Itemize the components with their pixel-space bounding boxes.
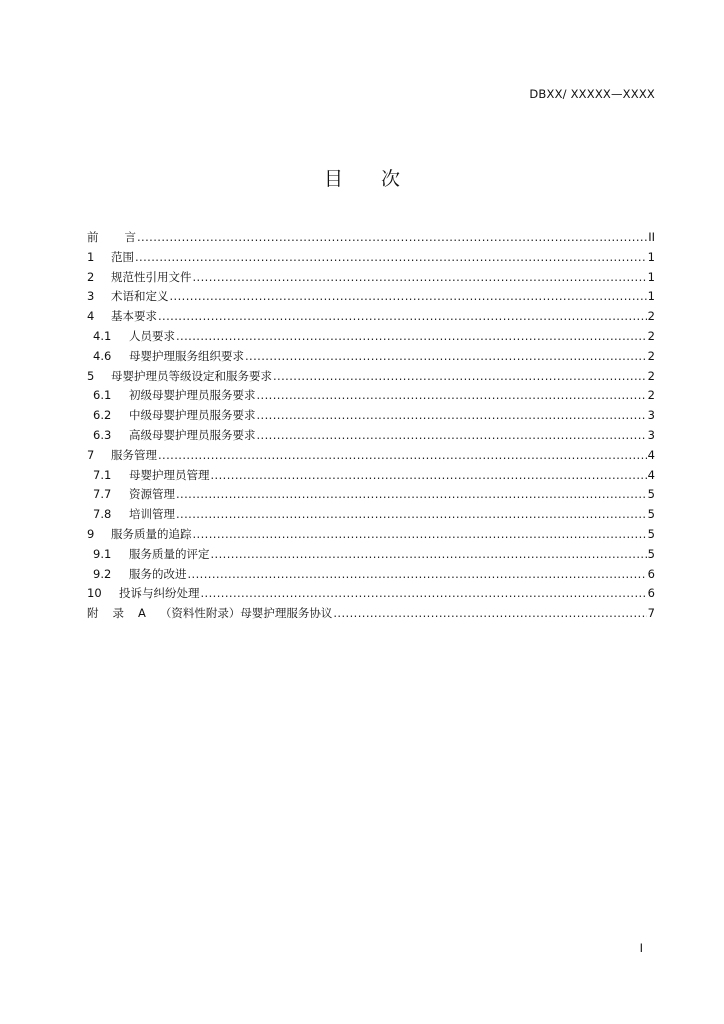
- toc-entry-label: 母婴护理员管理: [129, 467, 210, 482]
- toc-entry-page: II: [648, 230, 655, 244]
- toc-entry-number: 5: [87, 368, 95, 383]
- toc-entry[interactable]: [87, 446, 655, 466]
- toc-entry[interactable]: [87, 545, 655, 565]
- toc-entry-number: 1: [87, 249, 95, 264]
- toc-leader-dots: [257, 386, 647, 406]
- toc-entry-number: 7.8: [93, 507, 112, 522]
- toc-entry-appendix[interactable]: [87, 604, 655, 624]
- toc-entry[interactable]: [87, 426, 655, 446]
- toc-entry[interactable]: [87, 466, 655, 486]
- toc-entry-page: 4: [647, 467, 655, 482]
- toc-entry-page: 2: [647, 328, 655, 343]
- toc-entry-label: 母婴护理服务组织要求: [129, 348, 244, 363]
- toc-entry[interactable]: [87, 307, 655, 327]
- page-number: I: [639, 941, 643, 955]
- toc-leader-dots: [170, 287, 647, 307]
- toc-entry[interactable]: [87, 268, 655, 288]
- toc-leader-dots: [193, 525, 647, 545]
- toc-leader-dots: [273, 367, 647, 387]
- toc-entry-label: 规范性引用文件: [111, 269, 192, 284]
- toc-entry-label: 前 言: [87, 230, 136, 244]
- toc-entry-number: 4.6: [93, 348, 112, 363]
- toc-entry-label: 服务管理: [111, 447, 157, 462]
- toc-entry-label: 初级母婴护理员服务要求: [129, 388, 256, 403]
- toc-entry-label: 基本要求: [111, 309, 157, 324]
- toc-entry[interactable]: [87, 386, 655, 406]
- toc-entry-page: 1: [647, 289, 655, 304]
- toc-leader-dots: [211, 545, 647, 565]
- toc-entry-number: 9: [87, 526, 95, 541]
- toc-entry[interactable]: [87, 287, 655, 307]
- toc-entry-page: 7: [647, 606, 655, 621]
- toc-leader-dots: [176, 505, 647, 525]
- toc-entry-label: 资源管理: [129, 487, 175, 502]
- toc-entry-page: 2: [647, 388, 655, 403]
- toc-entry-label: 附 录 A （资料性附录）母婴护理服务协议: [87, 606, 333, 621]
- toc-entry-page: 3: [647, 408, 655, 423]
- toc-entry-label: 范围: [111, 249, 134, 264]
- toc-entry-number: 3: [87, 289, 95, 304]
- toc-entry-number: 4.1: [93, 328, 112, 343]
- toc-entry[interactable]: [87, 485, 655, 505]
- toc-entry-page: 5: [647, 507, 655, 522]
- toc-entry-label: 服务质量的评定: [129, 546, 210, 561]
- toc-entry-preface[interactable]: [87, 228, 655, 248]
- toc-leader-dots: [257, 426, 647, 446]
- toc-title: [0, 164, 724, 191]
- toc-leader-dots: [201, 584, 647, 604]
- toc-entry-label: 服务的改进: [129, 566, 187, 581]
- toc-entry[interactable]: [87, 406, 655, 426]
- toc-entry-number: 7.7: [93, 487, 112, 502]
- document-code: DBXX/ XXXXX—XXXX: [529, 87, 655, 101]
- toc-entry-label: 术语和定义: [111, 289, 169, 304]
- toc-leader-dots: [188, 565, 647, 585]
- toc-leader-dots: [257, 406, 647, 426]
- toc-entry-number: 6.2: [93, 408, 112, 423]
- toc-entry-page: 1: [647, 269, 655, 284]
- toc-entry[interactable]: [87, 525, 655, 545]
- toc-entry-number: 9.2: [93, 566, 112, 581]
- toc-entry-number: 6.3: [93, 427, 112, 442]
- toc-entry-label: 中级母婴护理员服务要求: [129, 408, 256, 423]
- toc-leader-dots: [137, 228, 647, 248]
- toc-leader-dots: [135, 248, 647, 268]
- toc-entry-page: 2: [647, 368, 655, 383]
- toc-entry[interactable]: [87, 248, 655, 268]
- toc-title-char-1: 目: [323, 168, 343, 190]
- toc-entry-page: 5: [647, 487, 655, 502]
- toc-entry-page: 6: [647, 586, 655, 601]
- toc-title-char-2: 次: [381, 168, 401, 190]
- toc-entry-number: 7: [87, 447, 95, 462]
- toc-entry[interactable]: [87, 565, 655, 585]
- toc-leader-dots: [333, 604, 646, 624]
- toc-leader-dots: [176, 327, 647, 347]
- toc-entry-number: 10: [87, 586, 102, 601]
- toc-entry-page: 3: [647, 427, 655, 442]
- table-of-contents: [87, 228, 655, 624]
- toc-leader-dots: [176, 485, 647, 505]
- toc-entry-page: 5: [647, 546, 655, 561]
- toc-entry-label: 服务质量的追踪: [111, 526, 192, 541]
- toc-entry-label: 母婴护理员等级设定和服务要求: [111, 368, 272, 383]
- toc-entry-label: 投诉与纠纷处理: [119, 586, 200, 601]
- toc-entry-page: 1: [647, 249, 655, 264]
- toc-entry-number: 2: [87, 269, 95, 284]
- toc-entry[interactable]: [87, 367, 655, 387]
- toc-entry-label: 人员要求: [129, 328, 175, 343]
- toc-entry-page: 5: [647, 526, 655, 541]
- toc-leader-dots: [211, 466, 647, 486]
- toc-entry[interactable]: [87, 505, 655, 525]
- toc-entry-number: 9.1: [93, 546, 112, 561]
- toc-leader-dots: [158, 307, 647, 327]
- toc-entry-number: 4: [87, 309, 95, 324]
- toc-entry[interactable]: [87, 584, 655, 604]
- toc-entry-number: 7.1: [93, 467, 112, 482]
- toc-entry-label: 培训管理: [129, 507, 175, 522]
- toc-entry-label: 高级母婴护理员服务要求: [129, 427, 256, 442]
- toc-entry-page: 4: [647, 447, 655, 462]
- toc-entry-page: 6: [647, 566, 655, 581]
- toc-entry-number: 6.1: [93, 388, 112, 403]
- toc-leader-dots: [193, 268, 647, 288]
- toc-entry-page: 2: [647, 309, 655, 324]
- toc-leader-dots: [158, 446, 647, 466]
- toc-entry[interactable]: [87, 327, 655, 347]
- toc-entry-page: 2: [647, 348, 655, 363]
- toc-entry[interactable]: [87, 347, 655, 367]
- toc-leader-dots: [245, 347, 647, 367]
